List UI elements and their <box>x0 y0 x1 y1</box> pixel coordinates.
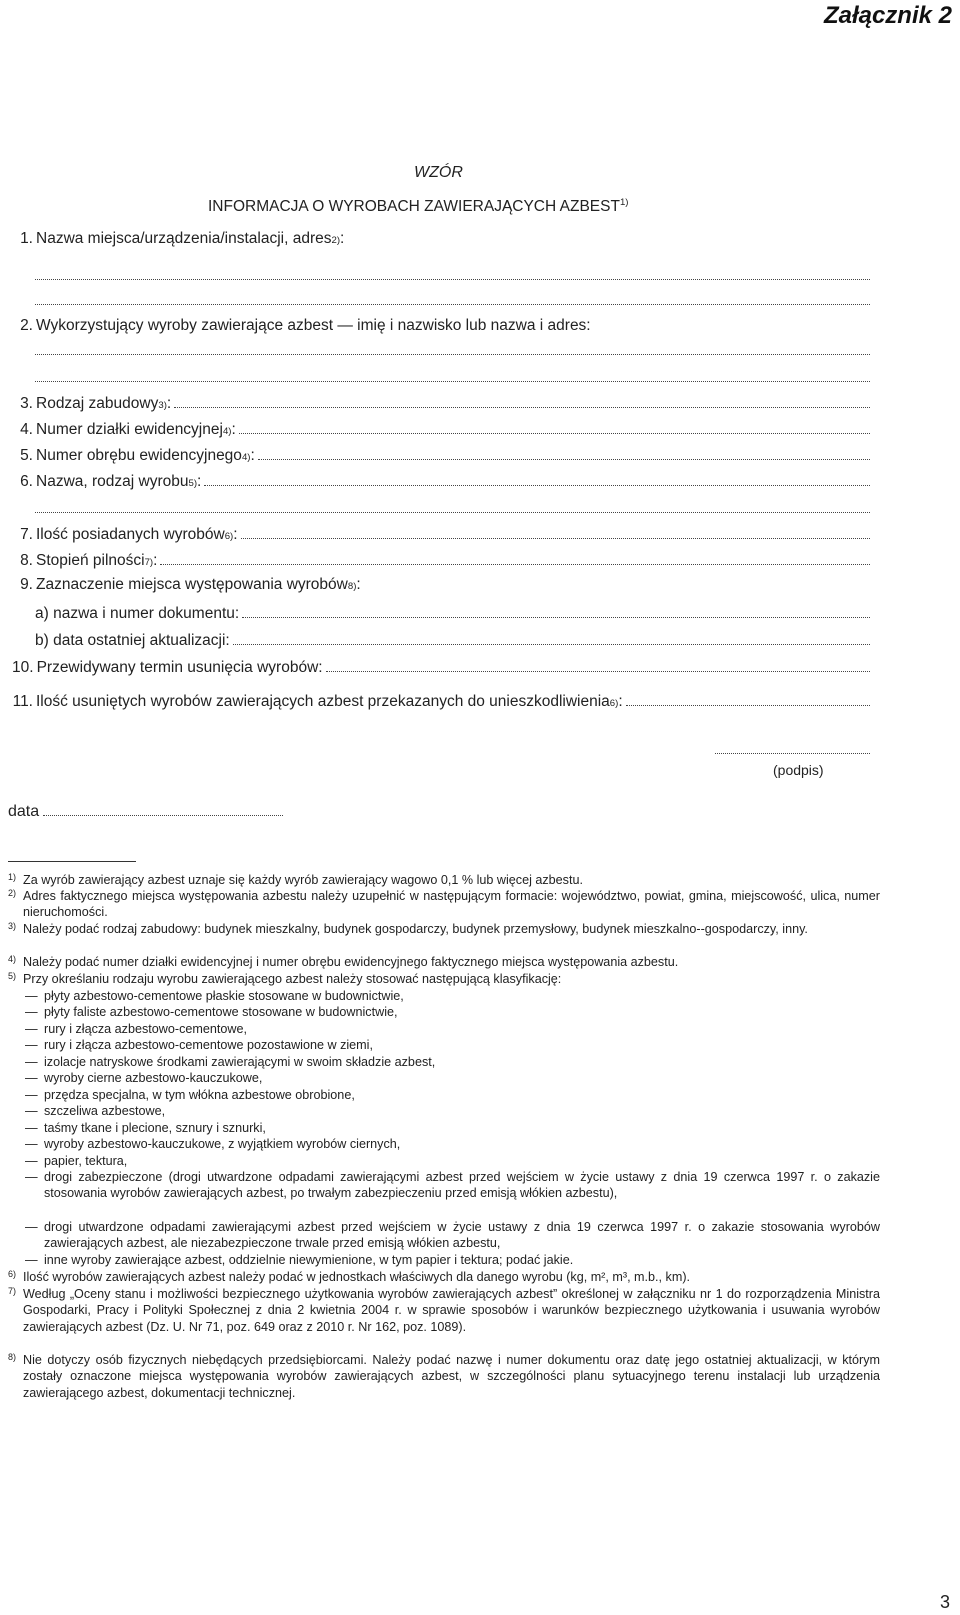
form-item-3[interactable]: 3. Rodzaj zabudowy 3) : <box>12 393 870 415</box>
classification-item: — drogi zabezpieczone (drogi utwardzone odpadami zawierającymi azbest przed wejściem w życie ustawy z dnia 19 czerwca 1997 r. o zakazie stosowania wyrobów zawierających azbest, po trwałym zabezpieczeniu przed emisją włókien azbestu), <box>25 1170 880 1201</box>
classification-item: — płyty faliste azbestowo-cementowe stosowane w budownictwie, <box>25 1005 398 1019</box>
footnote-5: 5) Przy określaniu rodzaju wyrobu zawierającego azbest należy stosować następującą klasyfikację: <box>8 971 562 986</box>
form-item-7[interactable]: 7. Ilość posiadanych wyrobów 6) : <box>12 524 870 546</box>
form-item-1: 1. Nazwa miejsca/urządzenia/instalacji, adres 2) : <box>20 230 345 247</box>
form-title: INFORMACJA O WYROBACH ZAWIERAJĄCYCH AZBEST$^{1)}$ <box>208 196 629 215</box>
form-item-4[interactable]: 4. Numer działki ewidencyjnej 4) : <box>12 419 870 441</box>
classification-item: — rury i złącza azbestowo-cementowe pozostawione w ziemi, <box>25 1038 373 1052</box>
footnote-3: 3) Należy podać rodzaj zabudowy: budynek mieszkalny, budynek gospodarczy, budynek przemysłowy, budynek mieszkalno--gospodarczy, inny. <box>8 921 808 936</box>
form-item-11[interactable]: 11. Ilość usuniętych wyrobów zawierających azbest przekazanych do unieszkodliwienia 6) : <box>12 691 870 713</box>
fill-line[interactable] <box>35 380 870 382</box>
fill-line[interactable] <box>35 511 870 513</box>
classification-item: — inne wyroby zawierające azbest, oddzielnie niewymienione, w tym papier i tektura; podać jakie. <box>25 1253 574 1267</box>
form-item-8[interactable]: 8. Stopień pilności 7) : <box>12 550 870 572</box>
classification-item: — wyroby cierne azbestowo-kauczukowe, <box>25 1071 263 1085</box>
classification-item: — przędza specjalna, w tym włókna azbestowe obrobione, <box>25 1088 355 1102</box>
footnote-separator <box>8 861 136 862</box>
form-item-9b[interactable]: b) data ostatniej aktualizacji: <box>35 630 870 652</box>
footnote-1: 1) Za wyrób zawierający azbest uznaje się każdy wyrób zawierający wagowo 0,1 % lub więcej azbestu. <box>8 872 583 887</box>
form-item-6[interactable]: 6. Nazwa, rodzaj wyrobu 5) : <box>12 471 870 493</box>
form-item-5[interactable]: 5. Numer obrębu ewidencyjnego 4) : <box>12 445 870 467</box>
fill-line[interactable] <box>35 278 870 280</box>
form-item-9: 9. Zaznaczenie miejsca występowania wyrobów 8) : <box>20 576 361 593</box>
form-item-9a[interactable]: a) nazwa i numer dokumentu: <box>35 603 870 625</box>
classification-item: — rury i złącza azbestowo-cementowe, <box>25 1022 247 1036</box>
signature-label: (podpis) <box>773 762 824 778</box>
classification-item: — szczeliwa azbestowe, <box>25 1104 166 1118</box>
page-number: 3 <box>939 1592 950 1612</box>
form-item-2: 2. Wykorzystujący wyroby zawierające azbest — imię i nazwisko lub nazwa i adres: <box>20 317 591 334</box>
signature-line[interactable] <box>715 752 870 754</box>
fill-line[interactable] <box>35 353 870 355</box>
fill-line[interactable] <box>35 303 870 305</box>
footnote-6: 6) Ilość wyrobów zawierających azbest należy podać w jednostkach właściwych dla danego wyrobu (kg, m², m³, m.b., km). <box>8 1269 691 1284</box>
footnote-2: 2) Adres faktycznego miejsca występowania azbestu należy uzupełnić w następującym formacie: województwo, powiat, gmina, miejscowość, ulica, numer nieruchomości. <box>8 888 880 920</box>
classification-item: — wyroby azbestowo-kauczukowe, z wyjątkiem wyrobów ciernych, <box>25 1137 401 1151</box>
classification-item: — płyty azbestowo-cementowe płaskie stosowane w budownictwie, <box>25 989 404 1003</box>
form-item-10[interactable]: 10. Przewidywany termin usunięcia wyrobów: <box>12 657 870 679</box>
annex-label: Załącznik 2 <box>823 2 952 29</box>
classification-item: — drogi utwardzone odpadami zawierającymi azbest przed wejściem w życie ustawy z dnia 19 czerwca 1997 r. o zakazie stosowania wyrobów zawierających azbest, ale niezabezpieczone trwale przed emisją włókien azbestu, <box>25 1220 880 1251</box>
form-template-label: WZÓR <box>414 164 463 181</box>
footnote-8: 8) Nie dotyczy osób fizycznych niebędących przedsiębiorcami. Należy podać nazwę i numer dokumentu oraz datę jego ostatniej aktualizacji, w którym zostały oznaczone miejsca występowania wyrobów zawierających azbest, w szczególności planu sytuacyjnego terenu instalacji lub urządzenia zawierającego azbest, dokumentacji technicznej. <box>8 1352 880 1400</box>
footnote-7: 7) Według „Oceny stanu i możliwości bezpiecznego użytkowania wyrobów zawierających azbest” określonej w załączniku nr 1 do rozporządzenia Ministra Gospodarki, Pracy i Polityki Społecznej z dnia 2 kwietnia 2004 r. w sprawie sposobów i warunków bezpiecznego użytkowania i usuwania wyrobów zawierających azbest (Dz. U. Nr 71, poz. 649 oraz z 2010 r. Nr 162, poz. 1089). <box>8 1286 880 1334</box>
classification-item: — izolacje natryskowe środkami zawierającymi w swoim składzie azbest, <box>25 1055 436 1069</box>
date-field[interactable]: data <box>8 803 283 821</box>
footnote-4: 4) Należy podać numer działki ewidencyjnej i numer obrębu ewidencyjnego faktycznego miejsca występowania azbestu. <box>8 954 679 969</box>
classification-item: — papier, tektura, <box>25 1154 128 1168</box>
classification-item: — taśmy tkane i plecione, sznury i sznurki, <box>25 1121 266 1135</box>
